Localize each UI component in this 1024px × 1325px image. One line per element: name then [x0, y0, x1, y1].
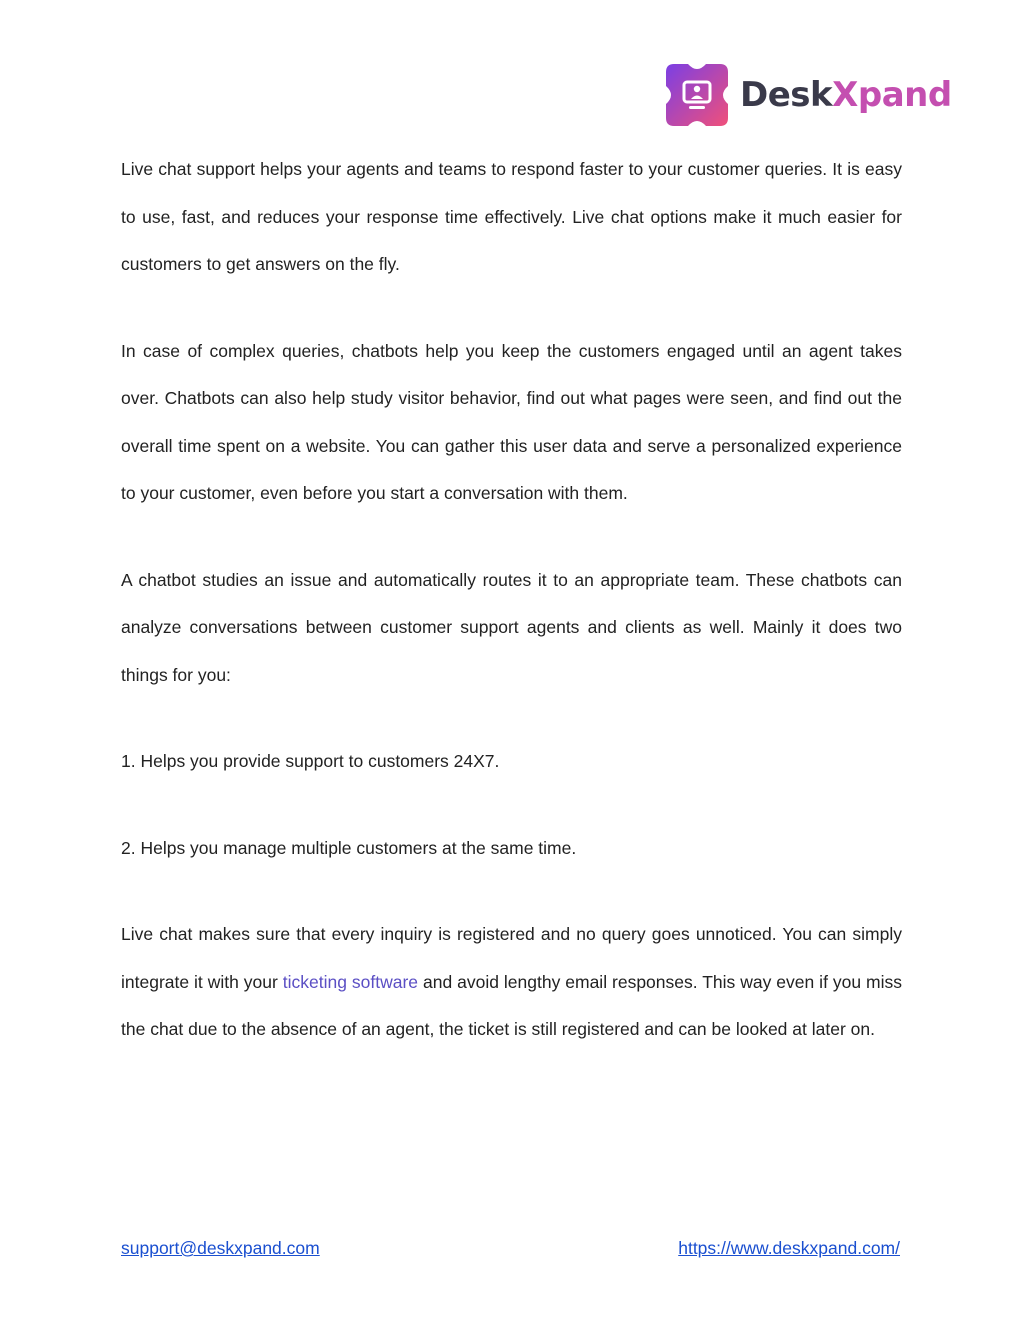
logo-text-xpand: Xpand	[832, 75, 952, 115]
footer-website-link[interactable]: https://www.deskxpand.com/	[678, 1238, 900, 1258]
list-item-1: 1. Helps you provide support to customers 24X7.	[121, 751, 500, 771]
deskxpand-logo-icon	[664, 62, 730, 128]
paragraph-ticketing-text-after: and avoid lengthy email responses. This way even if you miss the chat due to the absence of an agent, the ticket is still registered and can be looked at later on.	[121, 971, 902, 1039]
logo-wordmark	[740, 75, 952, 115]
paragraph-ticketing-text-before: Live chat makes sure that every inquiry is registered and no query goes unnoticed. You can simply integrate it with your	[121, 924, 902, 992]
paragraph-live-chat: Live chat support helps your agents and teams to respond faster to your customer queries. It is easy to use, fast, and reduces your response time effectively. Live chat options make it much easier for customers to get answers on the fly.	[121, 159, 902, 274]
deskxpand-logo	[664, 60, 952, 130]
document-body	[121, 146, 902, 1093]
paragraph-chatbot-routing: A chatbot studies an issue and automatically routes it to an appropriate team. These chatbots can analyze conversations between customer support agents and clients as well. Mainly it does two things for you:	[121, 569, 902, 685]
list-item-2: 2. Helps you manage multiple customers at the same time.	[121, 837, 577, 858]
footer-email-link[interactable]: support@deskxpand.com	[121, 1238, 320, 1258]
paragraph-chatbots: In case of complex queries, chatbots help you keep the customers engaged until an agent takes over. Chatbots can also help study visitor behavior, find out what pages were seen, and find out the overall time spent on a website. You can gather this user data and serve a personalized experience to your customer, even before you start a conversation with them.	[121, 340, 902, 503]
ticketing-software-link[interactable]: ticketing software	[282, 971, 419, 992]
logo-text-desk: Desk	[740, 75, 833, 115]
paragraph-ticketing	[121, 911, 902, 1054]
